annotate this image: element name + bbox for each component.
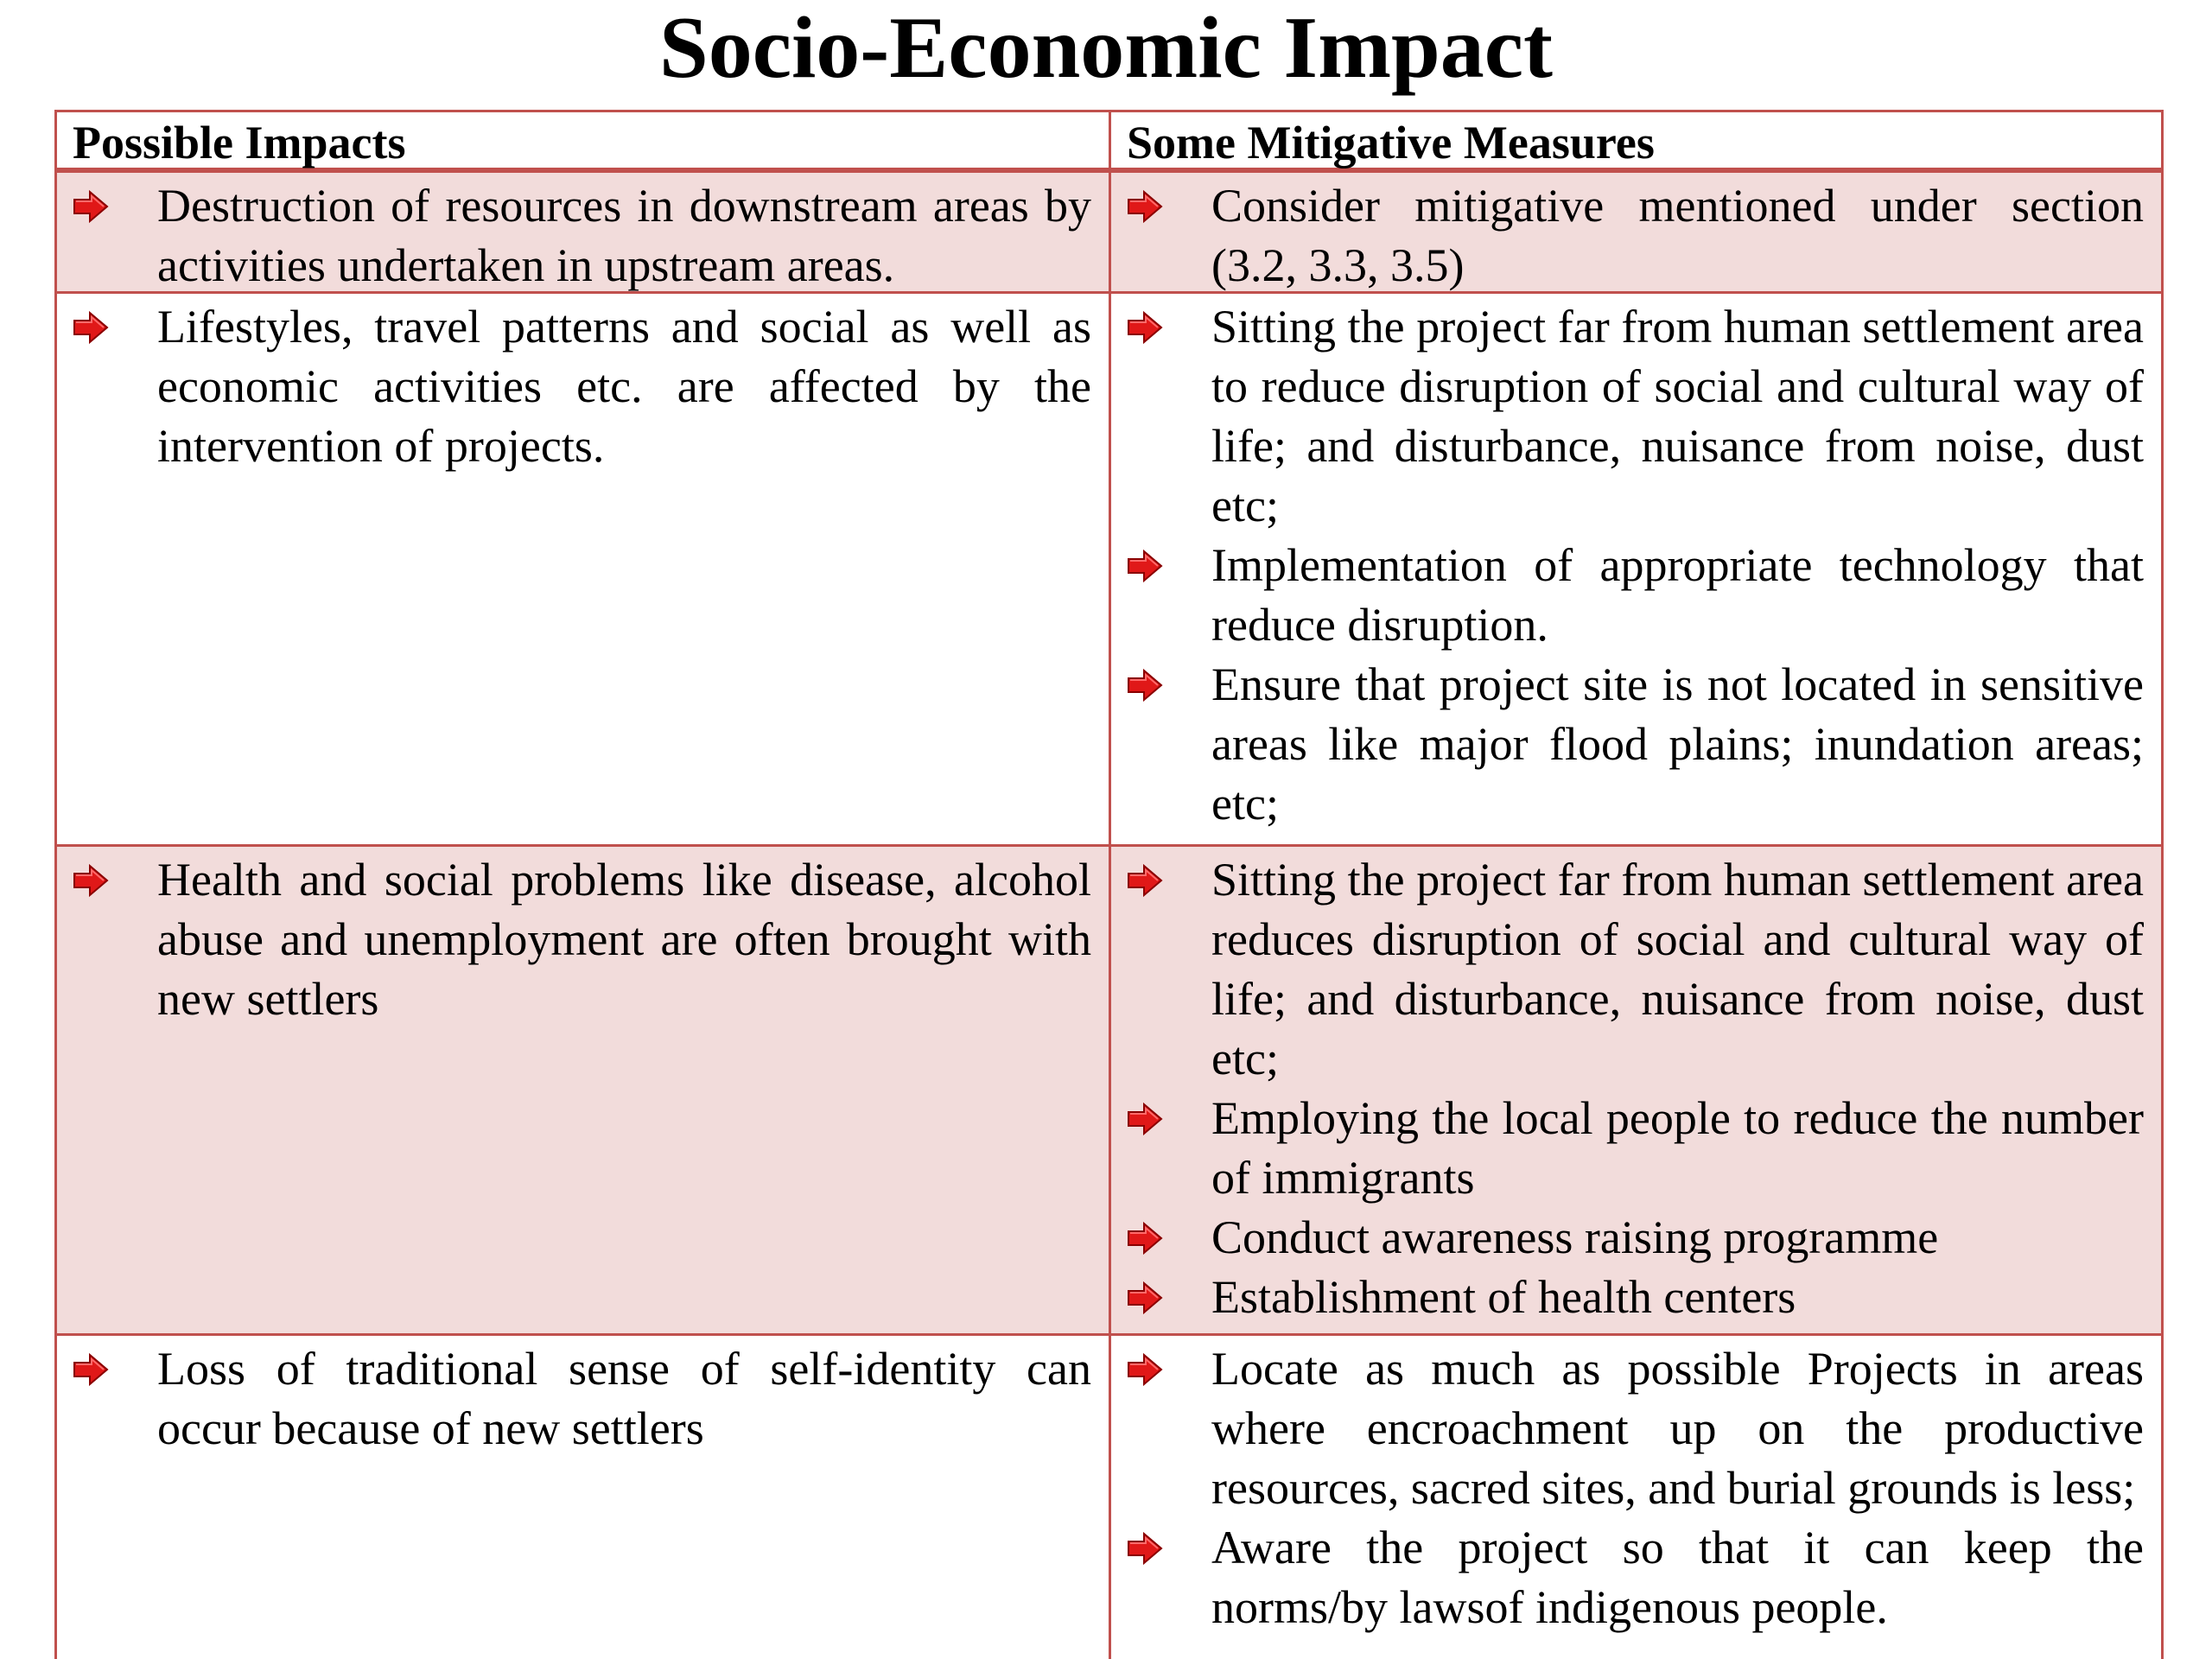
table-row: [57, 1336, 2161, 1659]
list-item: [1127, 1518, 2144, 1637]
list-item: [1127, 850, 2144, 1089]
measure-text: Ensure that project site is not located in sensitive areas like major flood plains; inundation areas; etc;: [1211, 658, 2144, 830]
measures-cell: [1111, 173, 2161, 291]
impact-text: Lifestyles, travel patterns and social as well as economic activities etc. are affected by the intervention of projects.: [157, 301, 1091, 472]
header-mitigative-measures: Some Mitigative Measures: [1127, 117, 1655, 168]
list-item: [73, 1339, 1091, 1459]
list-item: [1127, 536, 2144, 655]
list-item: [1127, 1208, 2144, 1268]
red-arrow-bullet-icon: [1127, 655, 1211, 715]
red-arrow-bullet-icon: [1127, 176, 1211, 236]
list-item: [1127, 1089, 2144, 1208]
red-arrow-bullet-icon: [73, 850, 157, 910]
impact-cell: [57, 173, 1111, 291]
measure-text: Employing the local people to reduce the number of immigrants: [1211, 1092, 2144, 1204]
red-arrow-bullet-icon: [1127, 297, 1211, 357]
red-arrow-bullet-icon: [73, 176, 157, 236]
measure-text: Consider mitigative mentioned under section (3.2, 3.3, 3.5): [1211, 180, 2144, 291]
list-item: [1127, 297, 2144, 536]
red-arrow-bullet-icon: [73, 1339, 157, 1399]
impact-table: [54, 110, 2164, 1659]
measure-text: Conduct awareness raising programme: [1211, 1211, 1939, 1263]
list-item: [1127, 1339, 2144, 1518]
page-title: Socio-Economic Impact: [658, 0, 1554, 97]
list-item: [1127, 655, 2144, 834]
red-arrow-bullet-icon: [1127, 1518, 1211, 1578]
impact-text: Health and social problems like disease, alcohol abuse and unemployment are often brought with new settlers: [157, 854, 1091, 1025]
measure-text: Sitting the project far from human settlement area to reduce disruption of social and cultural way of life; and disturbance, nuisance from noise, dust etc;: [1211, 301, 2144, 531]
header-possible-impacts: Possible Impacts: [57, 112, 1111, 168]
red-arrow-bullet-icon: [1127, 536, 1211, 595]
list-item: [1127, 1268, 2144, 1327]
red-arrow-bullet-icon: [1127, 1339, 1211, 1399]
measure-text: Implementation of appropriate technology that reduce disruption.: [1211, 539, 2144, 651]
table-row: [57, 847, 2161, 1336]
measures-cell: [1111, 847, 2161, 1333]
list-item: [1127, 176, 2144, 296]
impact-cell: [57, 294, 1111, 844]
impact-text: Destruction of resources in downstream areas by activities undertaken in upstream areas.: [157, 180, 1091, 291]
impact-text: Loss of traditional sense of self-identity can occur because of new settlers: [157, 1343, 1091, 1454]
table-row: [57, 294, 2161, 847]
list-item: [73, 850, 1091, 1029]
table-row: [57, 173, 2161, 294]
red-arrow-bullet-icon: [1127, 1208, 1211, 1268]
impact-cell: [57, 1336, 1111, 1659]
red-arrow-bullet-icon: [1127, 1089, 1211, 1148]
measure-text: Sitting the project far from human settlement area reduces disruption of social and cultural way of life; and disturbance, nuisance from noise, dust etc;: [1211, 854, 2144, 1084]
measures-cell: [1111, 1336, 2161, 1659]
list-item: [73, 297, 1091, 476]
measures-cell: [1111, 294, 2161, 844]
red-arrow-bullet-icon: [73, 297, 157, 357]
measure-text: Establishment of health centers: [1211, 1271, 1796, 1323]
measure-text: Locate as much as possible Projects in areas where encroachment up on the productive resources, sacred sites, and burial grounds is less;: [1211, 1343, 2144, 1514]
list-item: [73, 176, 1091, 296]
impact-cell: [57, 847, 1111, 1333]
red-arrow-bullet-icon: [1127, 1268, 1211, 1327]
table-header-row: [57, 112, 2161, 173]
red-arrow-bullet-icon: [1127, 850, 1211, 910]
measure-text: Aware the project so that it can keep the norms/by lawsof indigenous people.: [1211, 1522, 2144, 1633]
